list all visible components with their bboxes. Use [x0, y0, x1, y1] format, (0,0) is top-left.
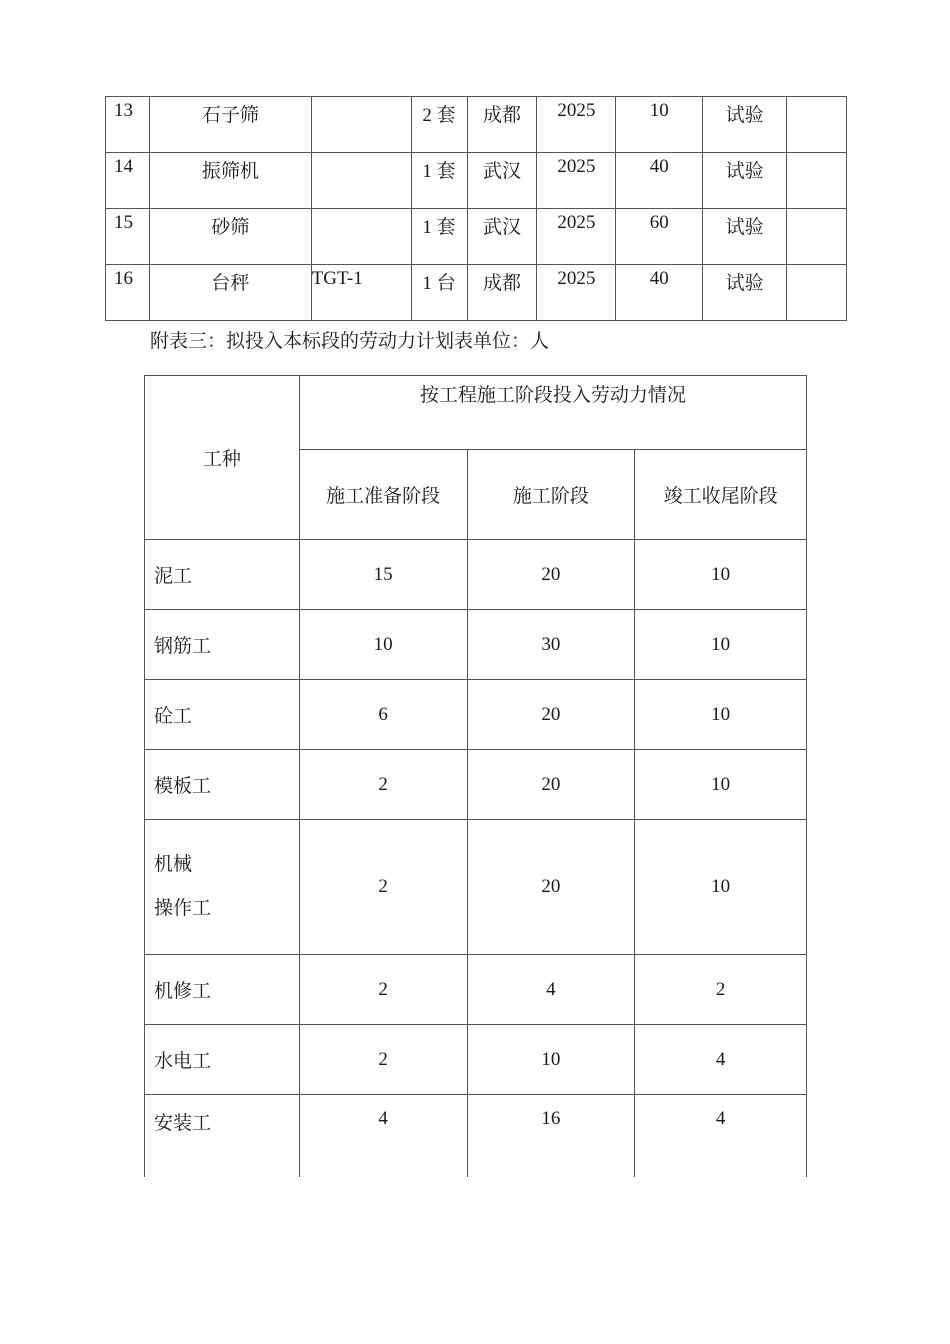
- item-use: 试验: [703, 153, 787, 209]
- item-number: 16: [106, 265, 150, 321]
- item-model: [311, 97, 411, 153]
- trade-name: 机修工: [145, 955, 300, 1025]
- construction-count: 30: [467, 610, 635, 680]
- completion-count: 10: [635, 820, 807, 955]
- trade-name: 模板工: [145, 750, 300, 820]
- item-year: 2025: [537, 265, 616, 321]
- item-note: [787, 153, 847, 209]
- item-year: 2025: [537, 153, 616, 209]
- item-number: 15: [106, 209, 150, 265]
- item-use: 试验: [703, 97, 787, 153]
- item-name: 石子筛: [149, 97, 311, 153]
- item-model: [311, 153, 411, 209]
- item-quantity: 1 台: [411, 265, 467, 321]
- labor-row: [145, 1095, 807, 1178]
- item-number: 13: [106, 97, 150, 153]
- construction-count: 4: [467, 955, 635, 1025]
- item-origin: 武汉: [467, 153, 537, 209]
- trade-name-line: 机械: [154, 854, 193, 875]
- equipment-table: [105, 96, 847, 321]
- phase-header-completion: 竣工收尾阶段: [635, 450, 807, 540]
- trade-name: [145, 820, 300, 955]
- completion-count: 10: [635, 680, 807, 750]
- labor-row: [145, 540, 807, 610]
- trade-name: 砼工: [145, 680, 300, 750]
- completion-count: 10: [635, 750, 807, 820]
- item-note: [787, 209, 847, 265]
- item-origin: 成都: [467, 265, 537, 321]
- item-origin: 武汉: [467, 209, 537, 265]
- item-power: 40: [616, 153, 703, 209]
- completion-count: 4: [635, 1095, 807, 1178]
- labor-row: [145, 955, 807, 1025]
- item-note: [787, 97, 847, 153]
- item-year: 2025: [537, 209, 616, 265]
- item-use: 试验: [703, 265, 787, 321]
- labor-plan-table: [144, 375, 807, 1177]
- trade-name: 泥工: [145, 540, 300, 610]
- item-power: 40: [616, 265, 703, 321]
- phase-header-construction: 施工阶段: [467, 450, 635, 540]
- construction-count: 20: [467, 750, 635, 820]
- item-quantity: 1 套: [411, 153, 467, 209]
- item-name: 砂筛: [149, 209, 311, 265]
- equipment-row: [106, 97, 847, 153]
- trade-header: 工种: [145, 376, 300, 540]
- prep-count: 6: [299, 680, 467, 750]
- item-number: 14: [106, 153, 150, 209]
- labor-row: [145, 680, 807, 750]
- phase-header-prep: 施工准备阶段: [299, 450, 467, 540]
- completion-count: 10: [635, 540, 807, 610]
- item-origin: 成都: [467, 97, 537, 153]
- completion-count: 2: [635, 955, 807, 1025]
- item-year: 2025: [537, 97, 616, 153]
- completion-count: 10: [635, 610, 807, 680]
- construction-count: 20: [467, 680, 635, 750]
- construction-count: 16: [467, 1095, 635, 1178]
- prep-count: 2: [299, 820, 467, 955]
- item-quantity: 1 套: [411, 209, 467, 265]
- prep-count: 2: [299, 955, 467, 1025]
- trade-name: 安装工: [145, 1095, 300, 1178]
- table-caption: 附表三：拟投入本标段的劳动力计划表单位：人: [150, 331, 550, 352]
- labor-row: [145, 820, 807, 955]
- prep-count: 4: [299, 1095, 467, 1178]
- prep-count: 10: [299, 610, 467, 680]
- construction-count: 20: [467, 820, 635, 955]
- item-use: 试验: [703, 209, 787, 265]
- labor-row: [145, 1025, 807, 1095]
- equipment-row: [106, 153, 847, 209]
- equipment-row: [106, 209, 847, 265]
- prep-count: 2: [299, 750, 467, 820]
- prep-count: 15: [299, 540, 467, 610]
- header-row: [145, 376, 807, 450]
- equipment-row: [106, 265, 847, 321]
- item-power: 60: [616, 209, 703, 265]
- phase-group-header: 按工程施工阶段投入劳动力情况: [299, 376, 806, 450]
- item-power: 10: [616, 97, 703, 153]
- item-name: 振筛机: [149, 153, 311, 209]
- labor-row: [145, 610, 807, 680]
- prep-count: 2: [299, 1025, 467, 1095]
- construction-count: 20: [467, 540, 635, 610]
- trade-name-line: 操作工: [154, 898, 212, 919]
- completion-count: 4: [635, 1025, 807, 1095]
- trade-name: 水电工: [145, 1025, 300, 1095]
- item-quantity: 2 套: [411, 97, 467, 153]
- construction-count: 10: [467, 1025, 635, 1095]
- item-model: [311, 209, 411, 265]
- item-model: TGT-1: [311, 265, 411, 321]
- item-name: 台秤: [149, 265, 311, 321]
- labor-row: [145, 750, 807, 820]
- trade-name: 钢筋工: [145, 610, 300, 680]
- item-note: [787, 265, 847, 321]
